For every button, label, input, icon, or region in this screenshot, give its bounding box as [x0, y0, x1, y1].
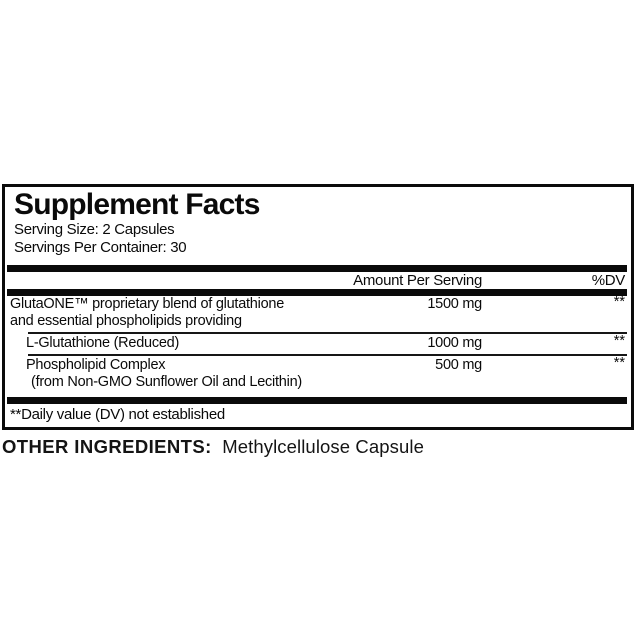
ingredient-amount: 1000 mg [427, 335, 482, 351]
ingredient-name: GlutaONE™ proprietary blend of glutathione [10, 296, 285, 312]
thick-rule-header [7, 289, 627, 296]
ingredient-row-blend [5, 296, 631, 330]
supplement-facts-panel [2, 184, 634, 430]
servings-per-container: Servings Per Container: 30 [14, 239, 187, 256]
ingredient-amount: 500 mg [435, 357, 482, 373]
amount-per-serving-header: Amount Per Serving [353, 272, 482, 289]
ingredient-dv: ** [613, 294, 625, 310]
supplement-facts-title: Supplement Facts [14, 188, 260, 221]
ingredient-row-glutathione [5, 335, 631, 352]
percent-dv-header: %DV [591, 272, 625, 289]
thick-rule-bottom [7, 397, 627, 404]
ingredient-name-line2: (from Non-GMO Sunflower Oil and Lecithin) [31, 374, 302, 390]
ingredient-amount: 1500 mg [427, 296, 482, 312]
ingredient-name: Phospholipid Complex [26, 357, 166, 373]
thin-rule-2 [28, 354, 627, 356]
dv-footnote: **Daily value (DV) not established [10, 406, 225, 423]
thin-rule-1 [28, 332, 627, 334]
ingredient-name: L-Glutathione (Reduced) [26, 335, 180, 351]
ingredient-dv: ** [613, 355, 625, 371]
serving-size: Serving Size: 2 Capsules [14, 221, 175, 238]
ingredient-dv: ** [613, 333, 625, 349]
ingredient-row-phospholipid [5, 357, 631, 391]
other-ingredients-line [2, 436, 424, 458]
thick-rule-top [7, 265, 627, 272]
column-header-row [5, 272, 631, 289]
other-ingredients-value: Methylcellulose Capsule [222, 436, 424, 457]
other-ingredients-label: OTHER INGREDIENTS: [2, 436, 212, 457]
ingredient-name-line2: and essential phospholipids providing [10, 313, 242, 329]
